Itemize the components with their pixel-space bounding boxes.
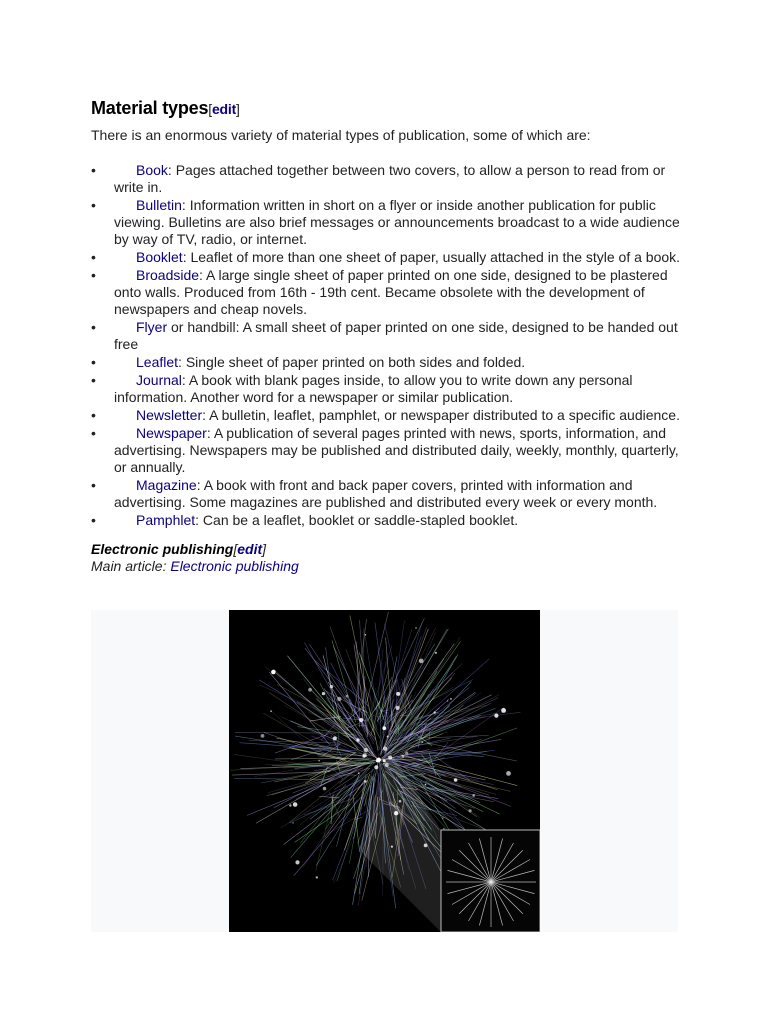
network-node [261,734,265,738]
term-description: : Single sheet of paper printed on both sides and folded. [178,354,526,370]
network-node [421,741,423,743]
network-node [396,706,400,710]
article-body [91,96,681,575]
network-node [346,695,349,698]
main-article-link[interactable]: Electronic publishing [170,558,299,574]
network-node [447,700,448,701]
network-node [454,778,458,782]
network-node [374,765,378,769]
list-item [91,407,681,424]
term-description: : A bulletin, leaflet, pamphlet, or newspaper distributed to a specific audience. [202,407,680,423]
network-node [383,763,385,765]
list-item [91,249,681,266]
term-link-pamphlet[interactable]: Pamphlet [136,512,196,528]
term-description: : Information written in short on a flyer or inside another publication for public viewing. Bulletins are also brief messages or announcements broadcast to a wide audience by way of TV, radio, or internet. [114,197,680,247]
term-description: : Leaflet of more than one sheet of paper, usually attached in the style of a book. [182,249,681,265]
network-node [494,714,498,718]
list-item [91,162,681,196]
list-item [91,319,681,353]
bullet: • [91,197,96,213]
network-node [364,748,368,752]
network-node [365,634,367,636]
edit-link[interactable]: edit [237,541,263,557]
network-node [415,627,417,629]
term-description: or handbill: A small sheet of paper printed on one side, designed to be handed out free [114,319,678,352]
bullet: • [91,512,96,528]
network-node [364,780,367,783]
network-node [387,736,389,738]
term-description: : A book with front and back paper covers, printed with information and advertising. Some magazines are published and distributed every week or every month. [114,477,658,510]
network-node [293,802,298,807]
figure-frame [91,610,678,932]
network-node [271,670,276,675]
network-node [396,692,400,696]
network-node [376,758,381,763]
term-description: : Pages attached together between two covers, to allow a person to read from or write in. [114,162,666,195]
network-node [443,828,445,830]
edit-bracket-open: [ [233,541,238,557]
bullet: • [91,425,96,441]
network-node [434,711,436,713]
network-node [270,710,272,712]
edit-link[interactable]: edit [211,101,237,117]
bullet: • [91,372,96,388]
main-article-hatnote [91,558,681,575]
network-node [358,772,360,774]
main-article-prefix: Main article: [91,558,171,574]
network-node [383,747,387,751]
section-heading-material-types [91,96,681,121]
network-node [362,755,365,758]
network-node [501,708,506,713]
network-node [295,860,299,864]
network-node [308,688,312,692]
network-node [419,659,424,664]
intro-paragraph: There is an enormous variety of material types of publication, some of which are: [91,127,591,143]
network-node [442,817,444,819]
term-link-newspaper[interactable]: Newspaper [136,425,207,441]
material-types-list [91,162,681,529]
network-node [337,697,341,701]
term-description: : A book with blank pages inside, to allow you to write down any personal information. Another word for a newspaper or similar publication. [114,372,633,405]
network-node [316,876,318,878]
zoom-inset-lines [446,837,536,927]
bullet: • [91,319,96,335]
section-heading-electronic-publishing [91,541,681,558]
list-item [91,477,681,511]
list-item [91,267,681,318]
bullet: • [91,249,96,265]
list-item [91,354,681,371]
network-node [469,809,472,812]
network-node [323,787,327,791]
network-node [506,771,511,776]
list-item [91,425,681,476]
bullet: • [91,407,96,423]
zoom-inset [441,830,540,932]
network-node [383,759,386,762]
term-link-flyer[interactable]: Flyer [136,319,168,335]
network-node [330,685,333,688]
network-node [472,794,475,797]
edit-bracket-close: ] [236,101,240,117]
network-node [402,755,405,758]
network-node [450,698,452,700]
term-link-book[interactable]: Book [136,162,168,178]
network-node [356,739,359,742]
term-link-broadside[interactable]: Broadside [136,267,200,283]
list-item [91,197,681,248]
bullet: • [91,477,96,493]
term-link-newsletter[interactable]: Newsletter [136,407,203,423]
term-link-booklet[interactable]: Booklet [136,249,183,265]
term-description: : A publication of several pages printed with news, sports, information, and advertising. Newspapers may be published and distributed daily, weekly, monthly, quarterly, or annually. [114,425,679,475]
network-node [359,718,363,722]
bullet: • [91,162,96,178]
term-link-leaflet[interactable]: Leaflet [136,354,179,370]
network-node [405,752,408,755]
list-item [91,372,681,406]
edit-bracket-open: [ [208,101,212,117]
network-node [435,652,437,654]
network-node [322,692,325,695]
network-node [382,726,386,730]
term-link-bulletin[interactable]: Bulletin [136,197,182,213]
list-item [91,512,681,529]
term-link-journal[interactable]: Journal [136,372,182,388]
subsection-title: Electronic publishing [91,541,234,557]
term-description: : A large single sheet of paper printed on one side, designed to be plastered onto walls. Produced from 16th - 19th cent. Became obsolete with the development of newspapers and cheap novels. [114,267,668,317]
network-node [318,760,319,761]
term-description: : Can be a leaflet, booklet or saddle-stapled booklet. [195,512,519,528]
network-node [292,822,293,823]
edit-bracket-close: ] [262,541,267,557]
network-node [333,736,337,740]
network-node [425,784,427,786]
internet-map-image [229,610,540,932]
term-link-magazine[interactable]: Magazine [136,477,197,493]
section-title: Material types [91,98,209,118]
bullet: • [91,267,96,283]
network-node [289,804,291,806]
bullet: • [91,354,96,370]
